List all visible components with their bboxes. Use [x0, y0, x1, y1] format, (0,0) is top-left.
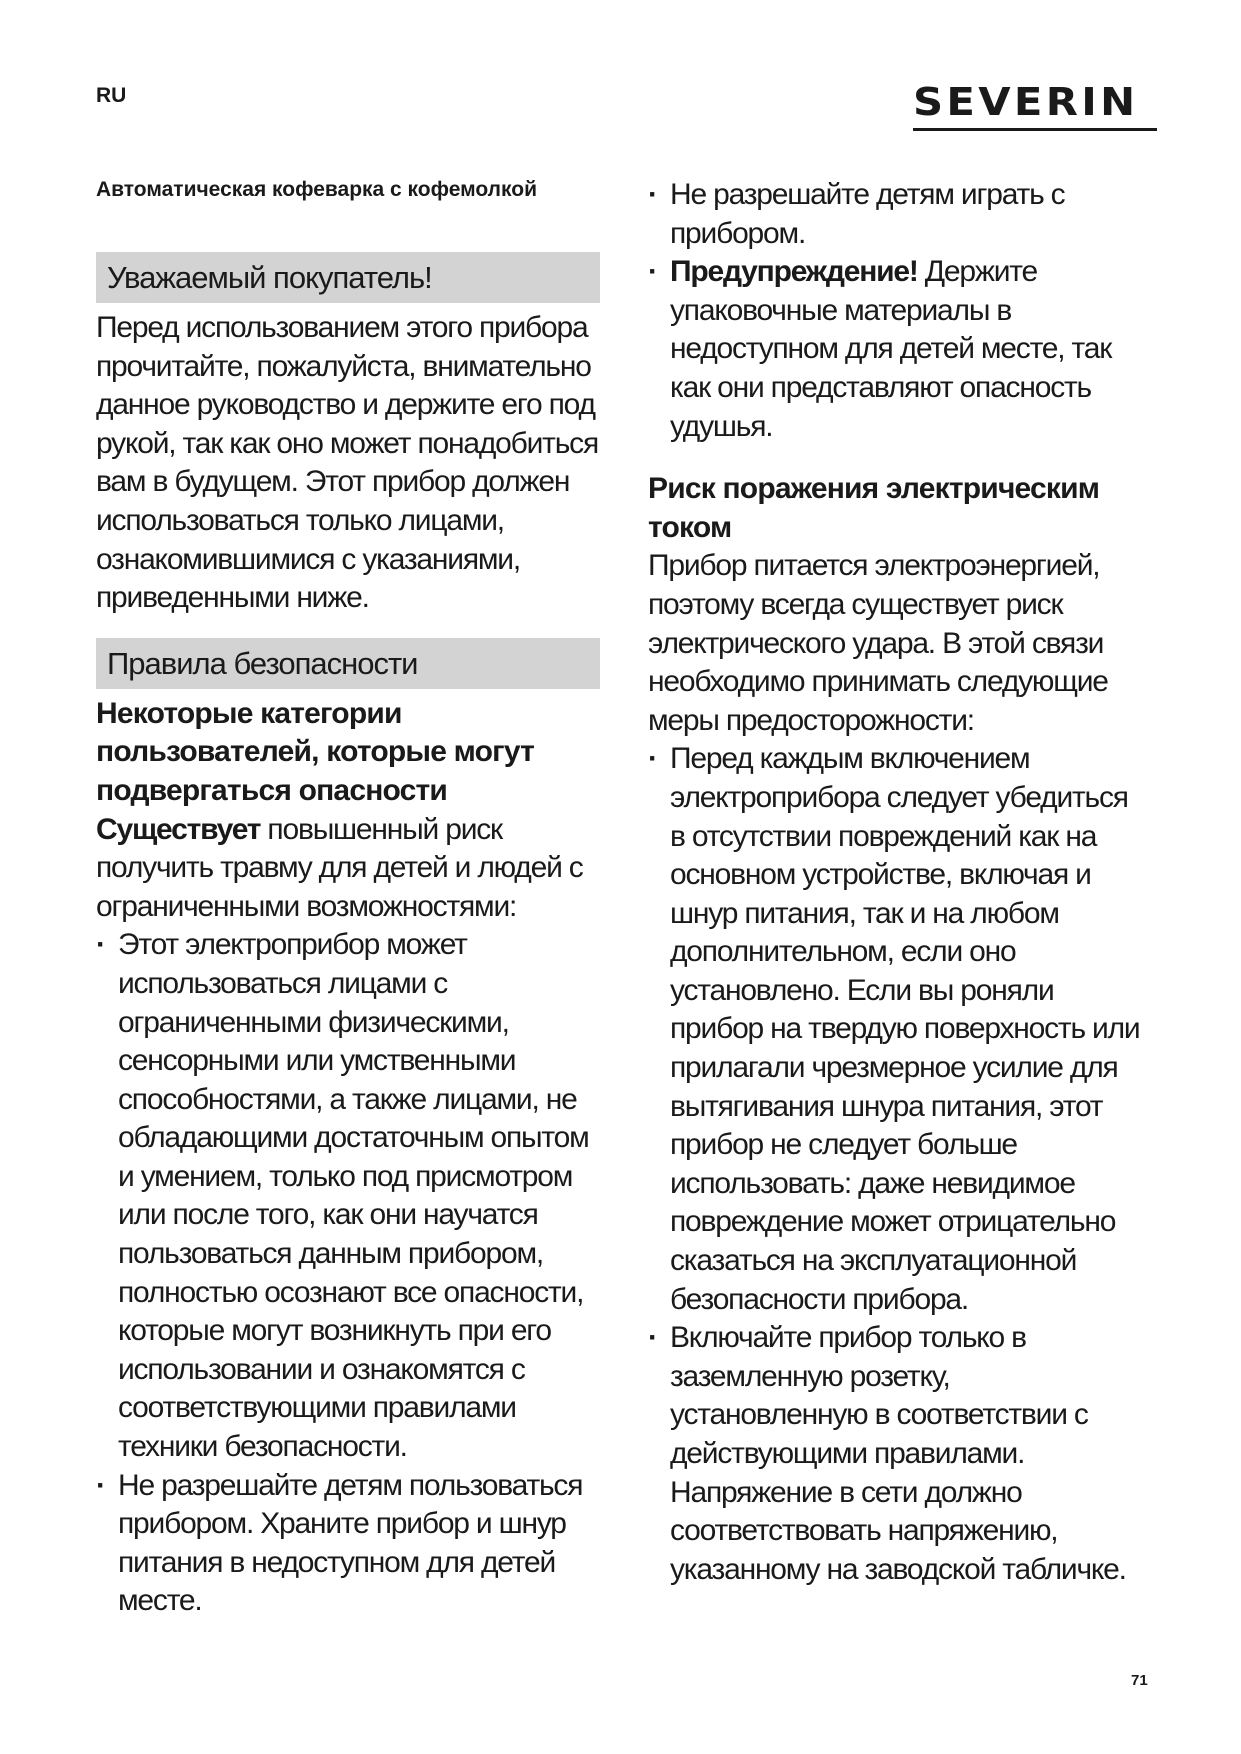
intro-paragraph: Перед использованием этого прибора прочитайте, пожалуйста, внимательно данное руководство и держите его под рукой, так как оно может понадобиться вам в будущем. Этот прибор должен использоваться только лицами, ознакомившимися с указаниями, приведенными ниже. — [96, 311, 599, 615]
electric-bullet-list — [648, 740, 1148, 1589]
risk-bullet-list — [96, 926, 600, 1621]
warning-list-item — [648, 253, 1148, 446]
product-subtitle: Автоматическая кофеварка с кофемолкой — [96, 178, 537, 201]
language-code: RU — [96, 84, 127, 107]
electric-shock-heading: Риск поражения электрическим током — [648, 472, 1100, 544]
brand-wordmark: SEVERIN — [913, 80, 1139, 124]
risk-intro-bold: Существует — [96, 812, 261, 846]
warning-text: Держите упаковочные материалы в недоступном для детей месте, так как они представляют опасность удушья. — [670, 255, 1112, 443]
logo-underline — [913, 128, 1157, 131]
risk-intro-paragraph — [96, 811, 600, 927]
list-item: · Не разрешайте детям играть с прибором. — [648, 176, 1148, 253]
list-item: · Включайте прибор только в заземленную розетку, установленную в соответствии с действующими правилами. Напряжение в сети должно соответствовать напряжению, указанному на заводской табличке. — [648, 1319, 1148, 1589]
dear-customer-heading: Уважаемый покупатель! — [96, 252, 600, 303]
risk-intro-text: повышенный риск получить травму для детей и людей с ограниченными возможностями: — [96, 812, 583, 923]
electric-paragraph: Прибор питается электроэнергией, поэтому всегда существует риск электрического удара. В этой связи необходимо принимать следующие меры предосторожности: — [648, 549, 1108, 737]
list-item: · Этот электроприбор может использоваться лицами с ограниченными физическими, сенсорными или умственными способностями, а также лицами, не обладающими достаточным опытом и умением, только под присмотром или после того, как они научатся пользоваться данным прибором, полностью осознают все опасности, которые могут возникнуть при его использовании и ознакомятся с соответствующими правилами техники безопасности. — [96, 926, 600, 1466]
children-bullet-list — [648, 176, 1148, 446]
warning-label: Предупреждение! — [670, 255, 918, 289]
page-number: 71 — [1131, 1672, 1148, 1689]
list-item: · Не разрешайте детям пользоваться прибором. Храните прибор и шнур питания в недоступном для детей месте. — [96, 1467, 600, 1621]
risk-groups-heading: Некоторые категории пользователей, которые могут подвергаться опасности — [96, 696, 535, 807]
right-column — [648, 176, 1148, 1589]
safety-rules-heading: Правила безопасности — [96, 638, 600, 689]
list-item: · Перед каждым включением электроприбора следует убедиться в отсутствии повреждений как на основном устройстве, включая и шнур питания, так и на любом дополнительном, если оно установлено. Если вы роняли прибор на твердую поверхность или прилагали чрезмерное усилие для вытягивания шнура питания, этот прибор не следует больше использовать: даже невидимое повреждение может отрицательно сказаться на эксплуатационной безопасности прибора. — [648, 740, 1148, 1319]
severin-logo — [913, 82, 1157, 132]
left-column — [96, 252, 600, 1621]
